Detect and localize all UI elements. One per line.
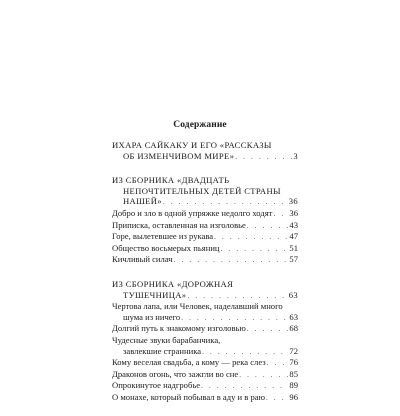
toc-entry-title: Горе, вылетевшее из рукава	[112, 231, 214, 242]
toc-dot-leader	[163, 197, 288, 208]
toc-dot-leader	[239, 370, 288, 381]
toc-page-number: 89	[289, 380, 298, 391]
toc-entry	[112, 323, 298, 335]
toc-title: Содержание	[173, 120, 227, 130]
table-of-contents	[112, 140, 298, 416]
toc-section	[112, 175, 298, 266]
toc-entry	[112, 243, 298, 255]
toc-entry-title: НЕПОЧТИТЕЛЬНЫХ ДЕТЕЙ СТРАНЫ	[123, 185, 281, 196]
toc-entry	[112, 392, 298, 404]
toc-entry-title: Добро и зло в одной упряжке недолго ходят	[112, 207, 273, 218]
toc-page-number: 57	[289, 254, 298, 265]
toc-entry	[112, 346, 298, 358]
toc-entry-title: Кичливый силач	[112, 254, 173, 265]
toc-entry-title: ИХАРА САЙКАКУ И ЕГО «РАССКАЗЫ	[112, 140, 272, 150]
toc-page-number: 51	[289, 242, 298, 253]
toc-entry	[112, 369, 298, 381]
toc-dot-leader	[187, 291, 287, 302]
toc-entry-title: ТУШЕЧНИЦА»	[123, 289, 187, 300]
toc-entry	[112, 186, 298, 197]
toc-entry-title: ИЗ СБОРНИКА «ДОРОЖНАЯ	[112, 278, 234, 289]
toc-entry	[112, 312, 298, 324]
toc-page-number: 76	[289, 357, 298, 368]
toc-dot-leader	[174, 255, 289, 266]
toc-page-number: 68	[289, 323, 298, 334]
toc-entry	[112, 196, 298, 208]
toc-page-number: 85	[289, 368, 298, 379]
toc-page-number: 63	[289, 311, 298, 322]
toc-dot-leader	[202, 347, 288, 358]
toc-entry	[112, 357, 298, 369]
toc-entry	[112, 208, 298, 220]
toc-entry-title: завлекшие странника	[123, 345, 202, 356]
toc-dot-leader	[267, 358, 289, 369]
toc-entry-title: Чудесные звуки барабанчика,	[112, 334, 221, 345]
toc-entry-title: О монахе, который побывал в аду и в раю	[112, 391, 266, 402]
toc-page-number: 47	[289, 231, 298, 242]
toc-page-number: 63	[288, 289, 298, 300]
toc-entry-title: НАШЕЙ»	[123, 196, 162, 207]
toc-entry	[112, 151, 298, 163]
toc-entry-title: ИЗ СБОРНИКА «ДВАДЦАТЬ	[112, 175, 230, 186]
toc-entry	[112, 380, 298, 392]
toc-dot-leader	[247, 324, 289, 335]
toc-entry-title: Драконов огонь, что зажгли во сне	[112, 368, 239, 379]
toc-entry	[112, 290, 298, 302]
toc-entry	[112, 301, 298, 312]
toc-entry-title: ОБ ИЗМЕНЧИВОМ МИРЕ»	[123, 150, 235, 161]
toc-dot-leader	[273, 209, 288, 220]
toc-page-number: 36	[289, 207, 298, 218]
toc-dot-leader	[221, 244, 289, 255]
toc-entry	[112, 140, 298, 151]
toc-entry	[112, 175, 298, 186]
toc-dot-leader	[266, 393, 288, 404]
toc-entry	[112, 254, 298, 266]
toc-entry	[112, 279, 298, 290]
toc-dot-leader	[214, 232, 288, 243]
toc-page-number: 43	[289, 219, 298, 230]
toc-entry-title: Общество восьмерых пьяниц	[112, 242, 220, 253]
toc-section	[112, 279, 298, 404]
toc-dot-leader	[201, 381, 288, 392]
toc-entry	[112, 335, 298, 346]
toc-entry-title: Долгий путь к знакомому изголовью	[112, 323, 246, 334]
toc-page-number: 72	[289, 345, 298, 356]
toc-entry-title: Кому веселая свадьба, а кому — река слез	[112, 357, 266, 368]
toc-dot-leader	[247, 221, 289, 232]
toc-entry-title: Приписка, оставленная на изголовье	[112, 219, 246, 230]
toc-dot-leader	[235, 152, 292, 163]
toc-entry	[112, 220, 298, 232]
toc-dot-leader	[181, 313, 288, 324]
toc-entry-title: Опрокинутое надгробье	[112, 380, 201, 391]
toc-page-number: 36	[288, 196, 298, 207]
toc-entry-title: шума из ничего	[123, 311, 181, 322]
toc-entry	[112, 231, 298, 243]
toc-entry-title: Чертова лапа, или Человек, наделавший много	[112, 301, 283, 312]
toc-page-number: 3	[293, 150, 298, 161]
toc-page-number: 96	[289, 391, 298, 402]
toc-section	[112, 140, 298, 162]
